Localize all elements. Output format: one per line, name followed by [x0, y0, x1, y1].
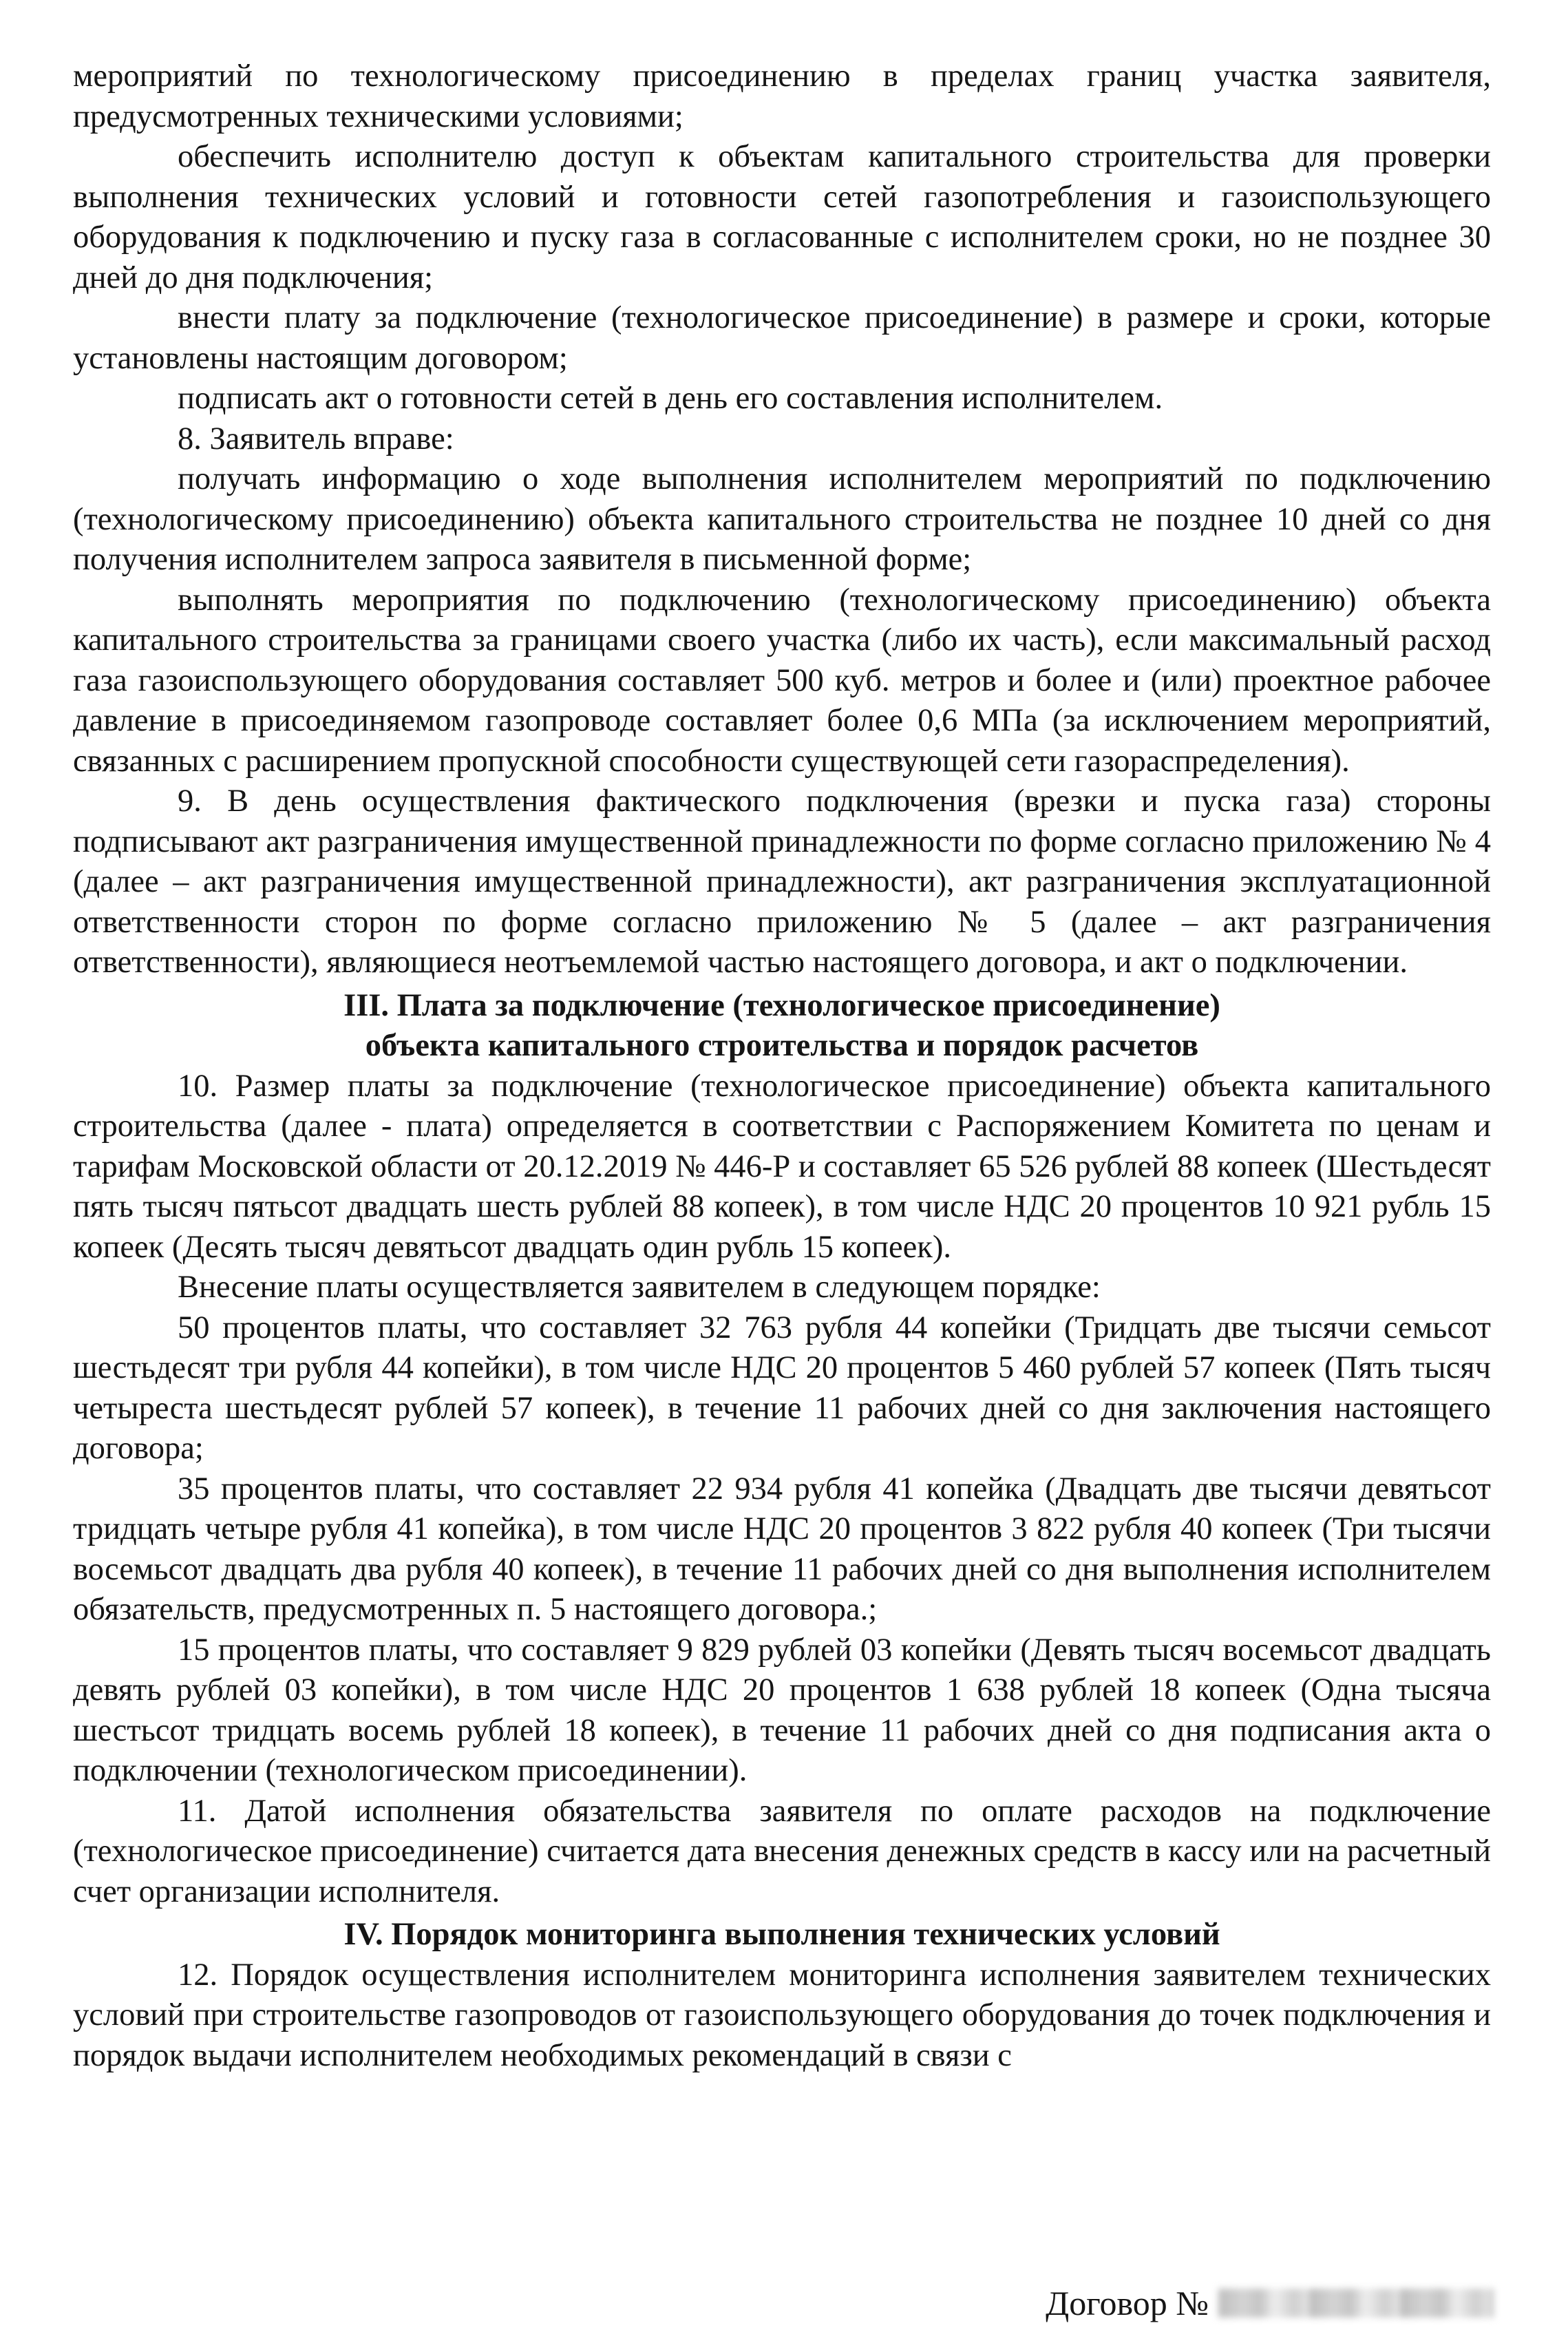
- section-3-heading-line-1: III. Плата за подключение (технологическое присоединение): [343, 987, 1220, 1023]
- redacted-contract-number: [1218, 2289, 1494, 2318]
- paragraph: внести плату за подключение (технологическое присоединение) в размере и сроки, которые установлены настоящим договором;: [73, 300, 1491, 376]
- contract-obligations-text: [73, 56, 1491, 983]
- paragraph: получать информацию о ходе выполнения исполнителем мероприятий по подключению (технологическому присоединению) объекта капитального строительства не позднее 10 дней со дня получения исполнителем запроса заявителя в письменной форме;: [73, 461, 1491, 577]
- paragraph: подписать акт о готовности сетей в день его составления исполнителем.: [178, 381, 1163, 416]
- section-4-heading: IV. Порядок мониторинга выполнения технических условий: [343, 1917, 1220, 1952]
- paragraph: 12. Порядок осуществления исполнителем мониторинга исполнения заявителем технических условий при строительстве газопроводов от газоиспользующего оборудования до точек подключения и порядок выдачи исполнителем необходимых рекомендаций в связи с: [73, 1957, 1491, 2073]
- paragraph: мероприятий по технологическому присоединению в пределах границ участка заявителя, предусмотренных техническими условиями;: [73, 59, 1491, 134]
- paragraph: 15 процентов платы, что составляет 9 829 рублей 03 копейки (Девять тысяч восемьсот двадцать девять рублей 03 копейки), в том числе НДС 20 процентов 1 638 рублей 18 копеек (Одна тысяча шестьсот тридцать восемь рублей 18 копеек), в течение 11 рабочих дней со дня подписания акта о подключении (технологическом присоединении).: [73, 1632, 1491, 1788]
- paragraph: Внесение платы осуществляется заявителем в следующем порядке:: [178, 1270, 1101, 1305]
- payment-terms-text: [73, 1067, 1491, 1913]
- section-3-heading-line-2: объекта капитального строительства и порядок расчетов: [365, 1028, 1199, 1063]
- monitoring-text: [73, 1955, 1491, 2077]
- contract-number-label: Договор №: [1046, 2284, 1209, 2322]
- paragraph: выполнять мероприятия по подключению (технологическому присоединению) объекта капитального строительства за границами своего участка (либо их часть), если максимальный расход газа газоиспользующего оборудования составляет 500 куб. метров и более и (или) проектное рабочее давление в присоединяемом газопроводе составляет более 0,6 МПа (за исключением мероприятий, связанных с расширением пропускной способности существующей сети газораспределения).: [73, 582, 1491, 779]
- paragraph: обеспечить исполнителю доступ к объектам капитального строительства для проверки выполнения технических условий и готовности сетей газопотребления и газоиспользующего оборудования к подключению и пуску газа в согласованные с исполнителем сроки, но не позднее 30 дней до дня подключения;: [73, 139, 1491, 295]
- paragraph: 8. Заявитель вправе:: [178, 421, 454, 456]
- paragraph: 10. Размер платы за подключение (технологическое присоединение) объекта капитального строительства (далее - плата) определяется в соответствии с Распоряжением Комитета по ценам и тарифам Московской области от 20.12.2019 № 446-Р и составляет 65 526 рублей 88 копеек (Шестьдесят пять тысяч пятьсот двадцать шесть рублей 88 копеек), в том числе НДС 20 процентов 10 921 рубль 15 копеек (Десять тысяч девятьсот двадцать один рубль 15 копеек).: [73, 1068, 1491, 1265]
- contract-number-footer: [1046, 2282, 1494, 2324]
- paragraph: 9. В день осуществления фактического подключения (врезки и пуска газа) стороны подписывают акт разграничения имущественной принадлежности по форме согласно приложению № 4 (далее – акт разграничения имущественной принадлежности), акт разграничения эксплуатационной ответственности сторон по форме согласно приложению № 5 (далее – акт разграничения ответственности), являющиеся неотъемлемой частью настоящего договора, и акт о подключении.: [73, 784, 1491, 980]
- paragraph: 35 процентов платы, что составляет 22 934 рубля 41 копейка (Двадцать две тысячи девятьсот тридцать четыре рубля 41 копейка), в том числе НДС 20 процентов 3 822 рубля 40 копеек (Три тысячи восемьсот двадцать два рубля 40 копеек), в течение 11 рабочих дней со дня выполнения исполнителем обязательств, предусмотренных п. 5 настоящего договора.;: [73, 1471, 1491, 1627]
- paragraph: 50 процентов платы, что составляет 32 763 рубля 44 копейки (Тридцать две тысячи семьсот шестьдесят три рубля 44 копейки), в том числе НДС 20 процентов 5 460 рублей 57 копеек (Пять тысяч четыреста шестьдесят рублей 57 копеек), в течение 11 рабочих дней со дня заключения настоящего договора;: [73, 1310, 1491, 1466]
- document-page: [73, 56, 1491, 2076]
- paragraph: 11. Датой исполнения обязательства заявителя по оплате расходов на подключение (технологическое присоединение) считается дата внесения денежных средств в кассу или на расчетный счет организации исполнителя.: [73, 1793, 1491, 1909]
